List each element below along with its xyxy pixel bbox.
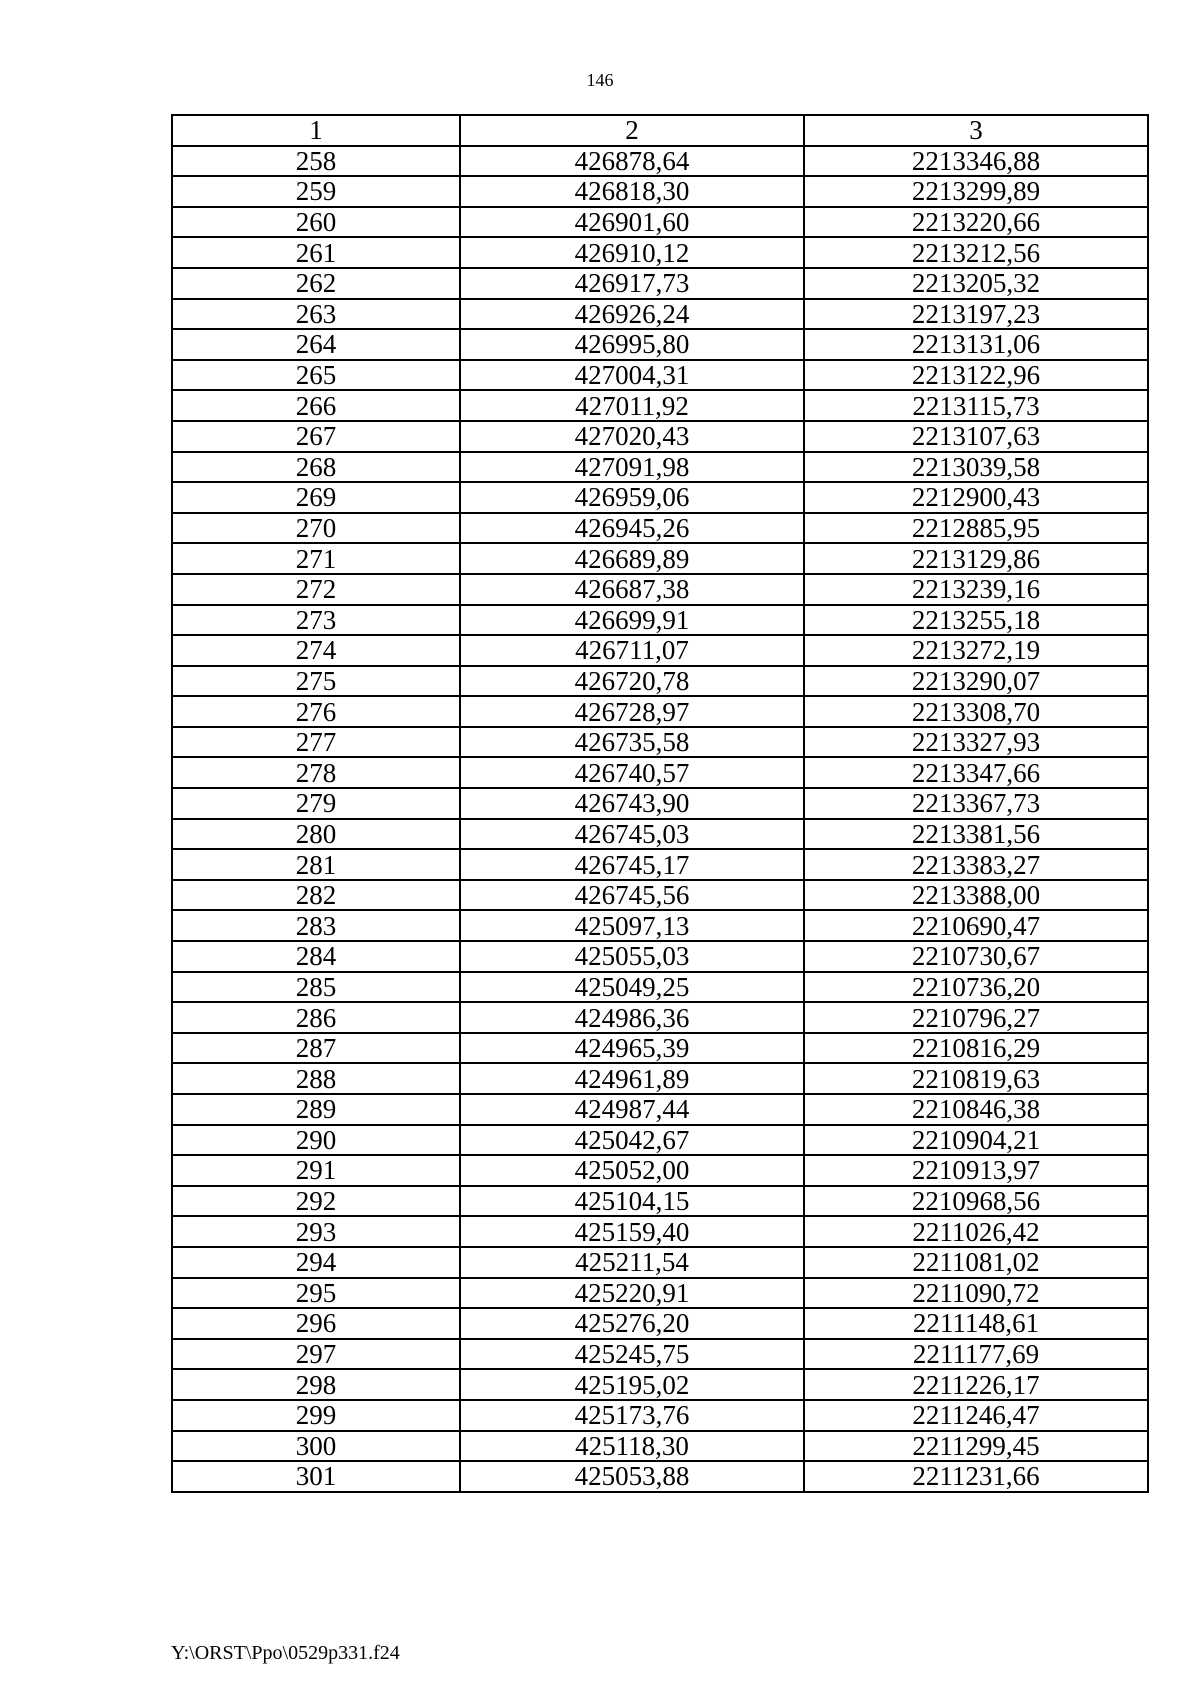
y-coordinate-cell: 2210846,38: [804, 1094, 1148, 1125]
table-row: [172, 1186, 1148, 1217]
point-number-cell: 289: [172, 1094, 460, 1125]
point-number-cell: 273: [172, 605, 460, 636]
point-number-cell: 295: [172, 1278, 460, 1309]
point-number-cell: 282: [172, 880, 460, 911]
y-coordinate-cell: 2213220,66: [804, 207, 1148, 238]
table-row: [172, 574, 1148, 605]
y-coordinate-cell: 2210796,27: [804, 1002, 1148, 1033]
y-coordinate-cell: 2213255,18: [804, 605, 1148, 636]
table-row: [172, 972, 1148, 1003]
x-coordinate-cell: 425195,02: [460, 1369, 804, 1400]
y-coordinate-cell: 2213197,23: [804, 299, 1148, 330]
table-row: [172, 1278, 1148, 1309]
x-coordinate-cell: 426720,78: [460, 666, 804, 697]
table-row: [172, 1369, 1148, 1400]
x-coordinate-cell: 425276,20: [460, 1308, 804, 1339]
y-coordinate-cell: 2213346,88: [804, 146, 1148, 177]
y-coordinate-cell: 2210690,47: [804, 910, 1148, 941]
point-number-cell: 298: [172, 1369, 460, 1400]
table-row: [172, 1125, 1148, 1156]
table-row: [172, 1155, 1148, 1186]
point-number-cell: 301: [172, 1461, 460, 1492]
table-row: [172, 329, 1148, 360]
point-number-cell: 288: [172, 1063, 460, 1094]
point-number-cell: 258: [172, 146, 460, 177]
table-body: [172, 146, 1148, 1492]
y-coordinate-cell: 2213367,73: [804, 788, 1148, 819]
y-coordinate-cell: 2210736,20: [804, 972, 1148, 1003]
x-coordinate-cell: 424987,44: [460, 1094, 804, 1125]
x-coordinate-cell: 426735,58: [460, 727, 804, 758]
table-row: [172, 880, 1148, 911]
point-number-cell: 286: [172, 1002, 460, 1033]
point-number-cell: 272: [172, 574, 460, 605]
x-coordinate-cell: 425245,75: [460, 1339, 804, 1370]
y-coordinate-cell: 2213347,66: [804, 757, 1148, 788]
x-coordinate-cell: 426995,80: [460, 329, 804, 360]
x-coordinate-cell: 426743,90: [460, 788, 804, 819]
footer-file-path: Y:\ORST\Ppo\0529p331.f24: [171, 1642, 400, 1664]
x-coordinate-cell: 426878,64: [460, 146, 804, 177]
point-number-cell: 264: [172, 329, 460, 360]
table-row: [172, 146, 1148, 177]
table-row: [172, 1094, 1148, 1125]
table-row: [172, 176, 1148, 207]
column-header-2: 2: [460, 115, 804, 146]
point-number-cell: 277: [172, 727, 460, 758]
point-number-cell: 280: [172, 819, 460, 850]
x-coordinate-cell: 424986,36: [460, 1002, 804, 1033]
table-row: [172, 910, 1148, 941]
x-coordinate-cell: 425118,30: [460, 1431, 804, 1462]
y-coordinate-cell: 2213299,89: [804, 176, 1148, 207]
x-coordinate-cell: 426687,38: [460, 574, 804, 605]
point-number-cell: 270: [172, 513, 460, 544]
table-row: [172, 1461, 1148, 1492]
point-number-cell: 262: [172, 268, 460, 299]
y-coordinate-cell: 2211081,02: [804, 1247, 1148, 1278]
table-row: [172, 513, 1148, 544]
point-number-cell: 281: [172, 849, 460, 880]
point-number-cell: 261: [172, 237, 460, 268]
x-coordinate-cell: 424961,89: [460, 1063, 804, 1094]
table-row: [172, 237, 1148, 268]
point-number-cell: 294: [172, 1247, 460, 1278]
table-row: [172, 1308, 1148, 1339]
y-coordinate-cell: 2213039,58: [804, 452, 1148, 483]
x-coordinate-cell: 426745,03: [460, 819, 804, 850]
x-coordinate-cell: 426740,57: [460, 757, 804, 788]
table-row: [172, 757, 1148, 788]
table-row: [172, 1431, 1148, 1462]
table-row: [172, 268, 1148, 299]
x-coordinate-cell: 425211,54: [460, 1247, 804, 1278]
x-coordinate-cell: 425097,13: [460, 910, 804, 941]
table-row: [172, 819, 1148, 850]
point-number-cell: 259: [172, 176, 460, 207]
x-coordinate-cell: 426910,12: [460, 237, 804, 268]
point-number-cell: 276: [172, 696, 460, 727]
y-coordinate-cell: 2213107,63: [804, 421, 1148, 452]
x-coordinate-cell: 426689,89: [460, 543, 804, 574]
y-coordinate-cell: 2213239,16: [804, 574, 1148, 605]
x-coordinate-cell: 426917,73: [460, 268, 804, 299]
point-number-cell: 267: [172, 421, 460, 452]
y-coordinate-cell: 2211090,72: [804, 1278, 1148, 1309]
table-row: [172, 941, 1148, 972]
point-number-cell: 278: [172, 757, 460, 788]
page-number: 146: [586, 70, 614, 90]
x-coordinate-cell: 425049,25: [460, 972, 804, 1003]
table-row: [172, 360, 1148, 391]
point-number-cell: 268: [172, 452, 460, 483]
y-coordinate-cell: 2210819,63: [804, 1063, 1148, 1094]
table-row: [172, 666, 1148, 697]
table-row: [172, 207, 1148, 238]
x-coordinate-cell: 427091,98: [460, 452, 804, 483]
point-number-cell: 265: [172, 360, 460, 391]
y-coordinate-cell: 2213272,19: [804, 635, 1148, 666]
y-coordinate-cell: 2213122,96: [804, 360, 1148, 391]
column-header-3: 3: [804, 115, 1148, 146]
y-coordinate-cell: 2213115,73: [804, 390, 1148, 421]
table-row: [172, 788, 1148, 819]
x-coordinate-cell: 427004,31: [460, 360, 804, 391]
table-row: [172, 1339, 1148, 1370]
x-coordinate-cell: 426728,97: [460, 696, 804, 727]
point-number-cell: 292: [172, 1186, 460, 1217]
point-number-cell: 274: [172, 635, 460, 666]
table-row: [172, 1063, 1148, 1094]
y-coordinate-cell: 2213129,86: [804, 543, 1148, 574]
table-row: [172, 605, 1148, 636]
column-header-1: 1: [172, 115, 460, 146]
table-row: [172, 727, 1148, 758]
table-row: [172, 635, 1148, 666]
y-coordinate-cell: 2211231,66: [804, 1461, 1148, 1492]
x-coordinate-cell: 427011,92: [460, 390, 804, 421]
point-number-cell: 297: [172, 1339, 460, 1370]
y-coordinate-cell: 2212900,43: [804, 482, 1148, 513]
y-coordinate-cell: 2210968,56: [804, 1186, 1148, 1217]
table-row: [172, 452, 1148, 483]
x-coordinate-cell: 426926,24: [460, 299, 804, 330]
x-coordinate-cell: 425055,03: [460, 941, 804, 972]
y-coordinate-cell: 2213381,56: [804, 819, 1148, 850]
table-row: [172, 1400, 1148, 1431]
x-coordinate-cell: 426745,56: [460, 880, 804, 911]
point-number-cell: 263: [172, 299, 460, 330]
x-coordinate-cell: 425052,00: [460, 1155, 804, 1186]
table-row: [172, 849, 1148, 880]
y-coordinate-cell: 2213131,06: [804, 329, 1148, 360]
x-coordinate-cell: 425159,40: [460, 1216, 804, 1247]
y-coordinate-cell: 2211148,61: [804, 1308, 1148, 1339]
y-coordinate-cell: 2210904,21: [804, 1125, 1148, 1156]
x-coordinate-cell: 426901,60: [460, 207, 804, 238]
table-row: [172, 421, 1148, 452]
x-coordinate-cell: 425220,91: [460, 1278, 804, 1309]
table-row: [172, 543, 1148, 574]
table-row: [172, 696, 1148, 727]
y-coordinate-cell: 2211177,69: [804, 1339, 1148, 1370]
table-row: [172, 299, 1148, 330]
coordinates-table: [171, 114, 1149, 1493]
point-number-cell: 291: [172, 1155, 460, 1186]
y-coordinate-cell: 2213290,07: [804, 666, 1148, 697]
y-coordinate-cell: 2210913,97: [804, 1155, 1148, 1186]
y-coordinate-cell: 2213205,32: [804, 268, 1148, 299]
y-coordinate-cell: 2210730,67: [804, 941, 1148, 972]
y-coordinate-cell: 2212885,95: [804, 513, 1148, 544]
y-coordinate-cell: 2211226,17: [804, 1369, 1148, 1400]
x-coordinate-cell: 427020,43: [460, 421, 804, 452]
point-number-cell: 293: [172, 1216, 460, 1247]
table-row: [172, 1033, 1148, 1064]
point-number-cell: 266: [172, 390, 460, 421]
table-row: [172, 482, 1148, 513]
y-coordinate-cell: 2213212,56: [804, 237, 1148, 268]
y-coordinate-cell: 2211026,42: [804, 1216, 1148, 1247]
point-number-cell: 275: [172, 666, 460, 697]
x-coordinate-cell: 425104,15: [460, 1186, 804, 1217]
point-number-cell: 271: [172, 543, 460, 574]
point-number-cell: 287: [172, 1033, 460, 1064]
x-coordinate-cell: 425173,76: [460, 1400, 804, 1431]
x-coordinate-cell: 426945,26: [460, 513, 804, 544]
x-coordinate-cell: 425042,67: [460, 1125, 804, 1156]
x-coordinate-cell: 426745,17: [460, 849, 804, 880]
x-coordinate-cell: 425053,88: [460, 1461, 804, 1492]
x-coordinate-cell: 424965,39: [460, 1033, 804, 1064]
y-coordinate-cell: 2213308,70: [804, 696, 1148, 727]
point-number-cell: 285: [172, 972, 460, 1003]
point-number-cell: 296: [172, 1308, 460, 1339]
x-coordinate-cell: 426711,07: [460, 635, 804, 666]
point-number-cell: 269: [172, 482, 460, 513]
point-number-cell: 260: [172, 207, 460, 238]
point-number-cell: 300: [172, 1431, 460, 1462]
point-number-cell: 299: [172, 1400, 460, 1431]
point-number-cell: 290: [172, 1125, 460, 1156]
y-coordinate-cell: 2211299,45: [804, 1431, 1148, 1462]
y-coordinate-cell: 2210816,29: [804, 1033, 1148, 1064]
y-coordinate-cell: 2213388,00: [804, 880, 1148, 911]
point-number-cell: 284: [172, 941, 460, 972]
table-header-row: [172, 115, 1148, 146]
y-coordinate-cell: 2211246,47: [804, 1400, 1148, 1431]
x-coordinate-cell: 426699,91: [460, 605, 804, 636]
x-coordinate-cell: 426959,06: [460, 482, 804, 513]
y-coordinate-cell: 2213383,27: [804, 849, 1148, 880]
table-row: [172, 390, 1148, 421]
table-row: [172, 1216, 1148, 1247]
table-row: [172, 1247, 1148, 1278]
point-number-cell: 279: [172, 788, 460, 819]
point-number-cell: 283: [172, 910, 460, 941]
table-row: [172, 1002, 1148, 1033]
x-coordinate-cell: 426818,30: [460, 176, 804, 207]
y-coordinate-cell: 2213327,93: [804, 727, 1148, 758]
